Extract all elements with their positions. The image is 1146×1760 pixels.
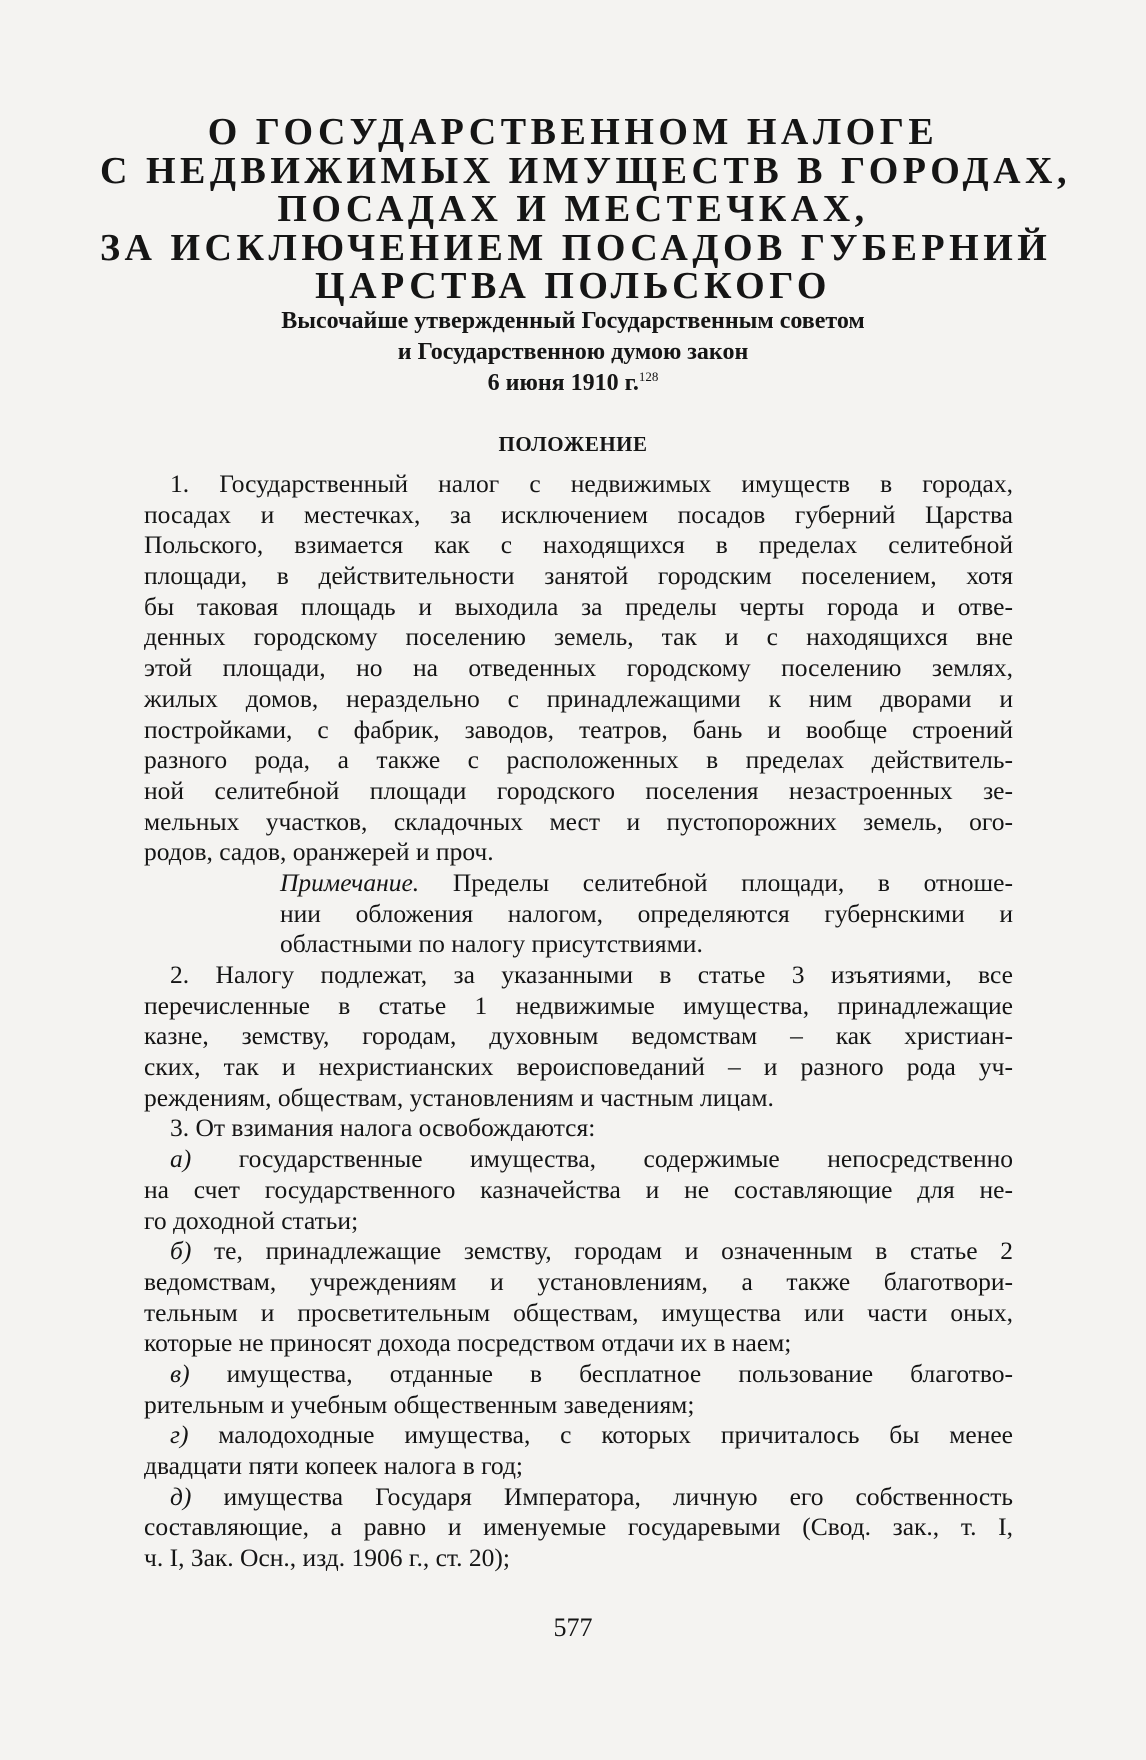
text-line: 2. Налогу подлежат, за указанными в статье 3 изъятиями, все	[170, 960, 1013, 989]
text-line: посадах и местечках, за исключением посадов губерний Царства	[144, 499, 1013, 529]
text-line: реждениям, обществам, установлениям и частным лицам.	[144, 1082, 774, 1112]
page-number: 577	[553, 1613, 593, 1642]
note-line	[144, 868, 1013, 899]
text-line: тельным и просветительным обществам, имущества или части оных,	[144, 1297, 1013, 1327]
text-line: жилых домов, нераздельно с принадлежащими к ним дворами и	[144, 683, 1013, 713]
note-text: Пределы селитебной площади, в отноше-	[419, 867, 1013, 897]
law-date	[100, 368, 1046, 399]
list-item	[144, 1482, 1013, 1513]
text-line: 1. Государственный налог с недвижимых имуществ в городах,	[170, 469, 1013, 498]
item-text: имущества Государя Императора, личную его собственность	[191, 1481, 1013, 1511]
item-text: те, принадлежащие земству, городам и означенным в статье 2	[191, 1236, 1013, 1266]
text-line: рительным и учебным общественным заведениям;	[144, 1389, 695, 1419]
item-letter: д)	[170, 1481, 192, 1511]
text-line: 3. От взимания налога освобождаются:	[170, 1113, 596, 1143]
section-heading: ПОЛОЖЕНИЕ	[498, 432, 648, 456]
title-line: С НЕДВИЖИМЫХ ИМУЩЕСТВ В ГОРОДАХ,	[100, 149, 1071, 192]
title-line: ПОСАДАХ И МЕСТЕЧКАХ,	[277, 188, 869, 230]
item-text: малодоходные имущества, с которых причиталось бы менее	[188, 1420, 1013, 1450]
title-line: О ГОСУДАРСТВЕННОМ НАЛОГЕ	[207, 111, 939, 153]
item-letter: в)	[170, 1358, 190, 1388]
text-line: постройками, с фабрик, заводов, театров, бань и вообще строений	[144, 714, 1013, 744]
list-item	[144, 1420, 1013, 1451]
text-line: мельных участков, складочных мест и пустопорожних земель, ого-	[144, 806, 1013, 836]
text-line: двадцати пяти копеек налога в год;	[144, 1451, 524, 1480]
text-line: ведомствам, учреждениям и установлениям, а также благотвори-	[144, 1266, 1013, 1296]
law-date-text: 6 июня 1910 г.	[487, 369, 639, 396]
title-line: ЗА ИСКЛЮЧЕНИЕМ ПОСАДОВ ГУБЕРНИЙ	[100, 226, 1052, 269]
text-line: на счет государственного казначейства и не составляющие для не-	[144, 1174, 1013, 1204]
item-letter: а)	[170, 1144, 192, 1174]
list-item	[144, 1359, 1013, 1390]
text-line: которые не приносят дохода посредством отдачи их в наем;	[144, 1328, 792, 1358]
subtitle-line: Высочайше утвержденный Государственным советом	[281, 307, 865, 334]
text-line: Польского, взимается как с находящихся в пределах селитебной	[144, 530, 1013, 560]
item-letter: г)	[170, 1420, 189, 1450]
item-text: имущества, отданные в бесплатное пользование благотво-	[189, 1358, 1013, 1388]
title-block	[100, 111, 1071, 399]
item-text: государственные имущества, содержимые непосредственно	[191, 1144, 1013, 1174]
list-item	[144, 1236, 1013, 1267]
text-line: составляющие, а равно и именуемые государевыми (Свод. зак., т. I,	[144, 1512, 1013, 1542]
text-line: разного рода, а также с расположенных в пределах действитель-	[144, 745, 1013, 775]
title-line: ЦАРСТВА ПОЛЬСКОГО	[315, 265, 831, 307]
list-item	[144, 1144, 1013, 1175]
text-line: денных городскому поселению земель, так и с находящихся вне	[144, 622, 1013, 652]
note-label: Примечание.	[280, 867, 420, 897]
text-line: бы таковая площадь и выходила за пределы черты города и отве-	[144, 591, 1013, 621]
text-line: ских, так и нехристианских вероисповеданий – и разного рода уч-	[144, 1052, 1013, 1082]
text-line: этой площади, но на отведенных городскому поселению землях,	[144, 653, 1013, 683]
body-text	[144, 469, 1013, 1574]
text-line: го доходной статьи;	[144, 1205, 359, 1235]
footnote-ref: 128	[638, 368, 659, 384]
text-line: родов, садов, оранжерей и проч.	[144, 837, 494, 867]
item-letter: б)	[170, 1236, 192, 1266]
note-line: областными по налогу присутствиями.	[280, 929, 703, 959]
text-line: площади, в действительности занятой городским поселением, хотя	[144, 561, 1013, 591]
subtitle-line: и Государственною думою закон	[397, 338, 749, 365]
note-line: нии обложения налогом, определяются губернскими и	[280, 898, 1013, 928]
text-line: ной селитебной площади городского поселения незастроенных зе-	[144, 775, 1013, 805]
text-line: перечисленные в статье 1 недвижимые имущества, принадлежащие	[144, 990, 1013, 1020]
text-line: ч. I, Зак. Осн., изд. 1906 г., ст. 20);	[144, 1543, 510, 1573]
text-line: казне, земству, городам, духовным ведомствам – как христиан-	[144, 1021, 1013, 1051]
